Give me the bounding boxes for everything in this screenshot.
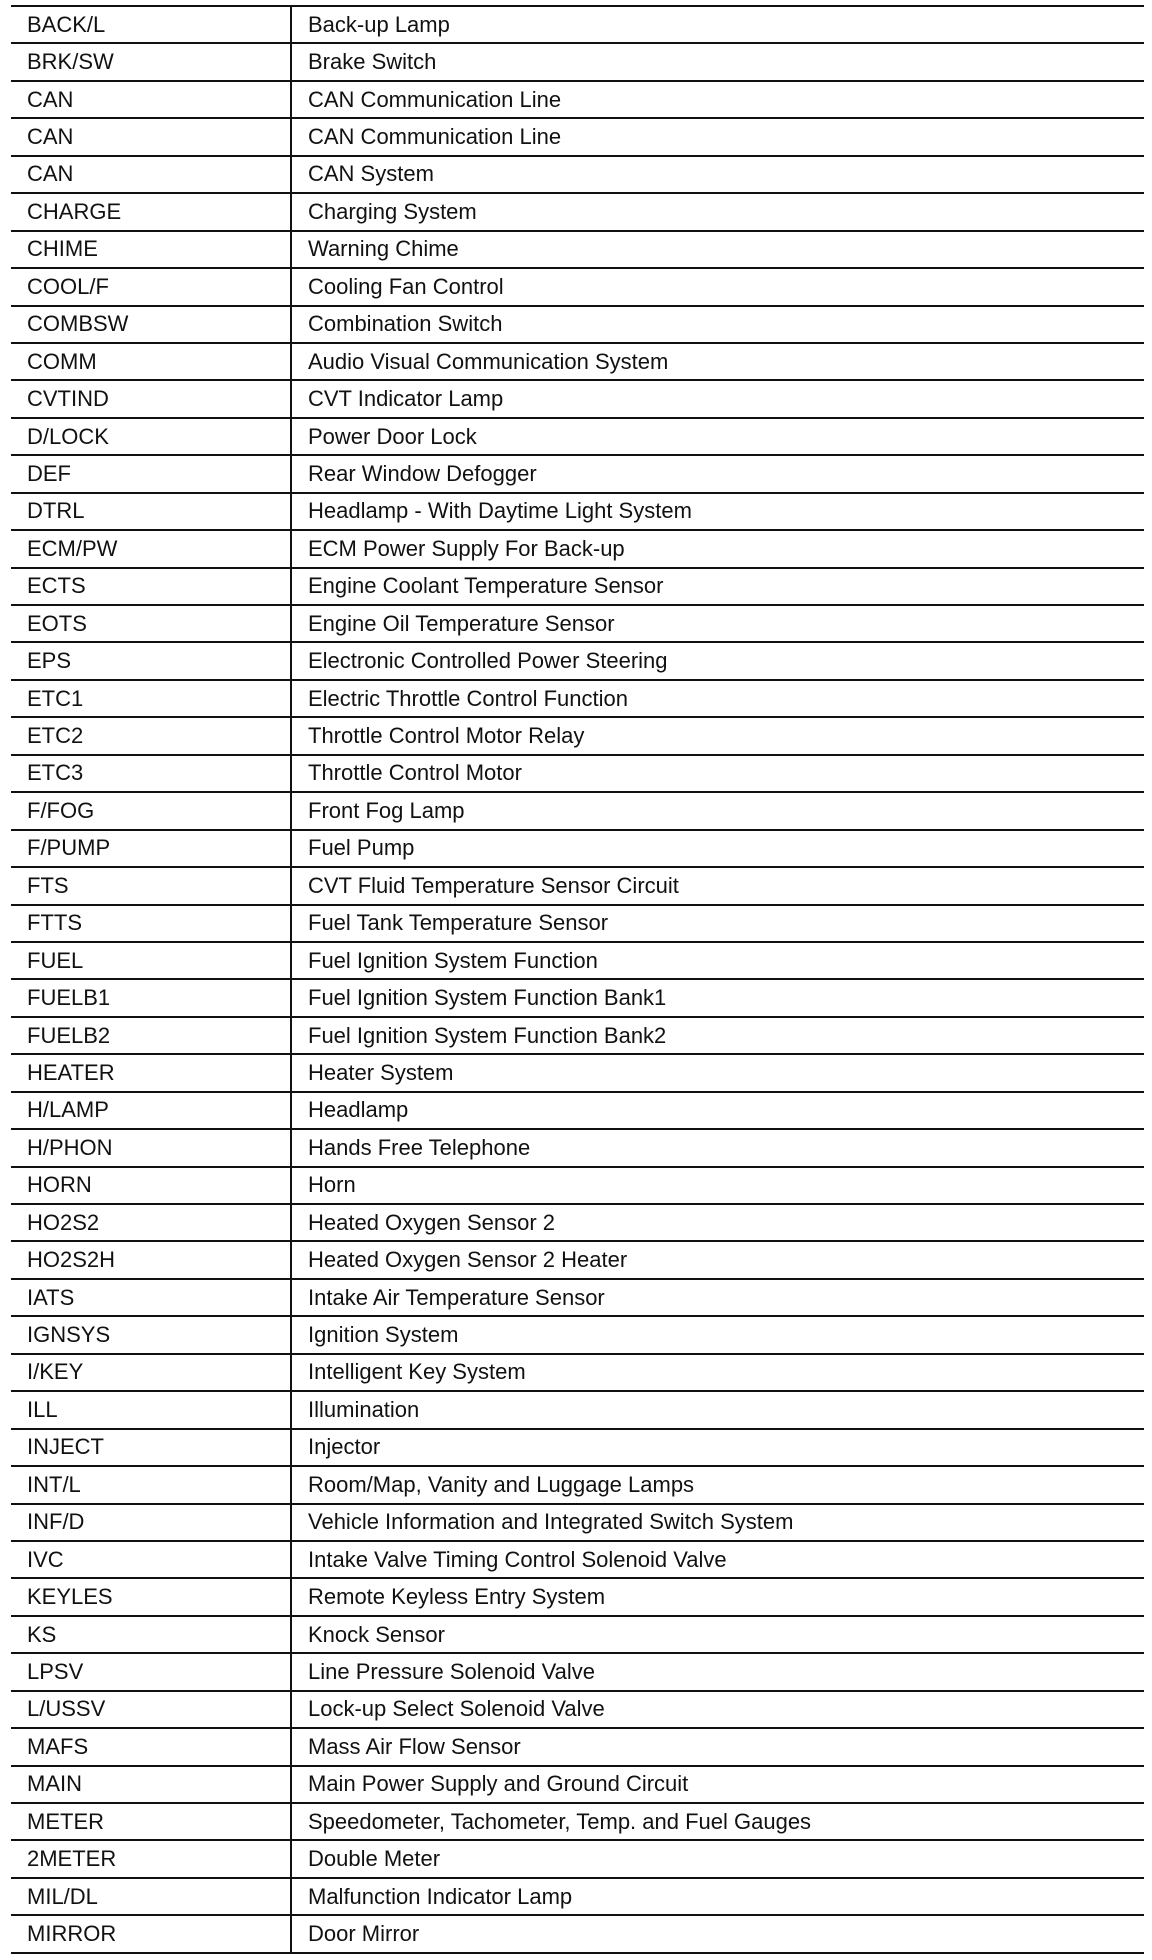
description-cell: Warning Chime	[291, 231, 1144, 268]
table-row	[11, 1017, 1144, 1054]
code-cell: MIRROR	[11, 1915, 291, 1952]
code-cell: COMBSW	[11, 306, 291, 343]
description-cell: CAN Communication Line	[291, 118, 1144, 155]
code-cell: F/FOG	[11, 792, 291, 829]
description-cell: Door Mirror	[291, 1915, 1144, 1952]
table-row	[11, 1653, 1144, 1690]
description-cell: Headlamp - With Daytime Light System	[291, 493, 1144, 530]
table-row	[11, 1466, 1144, 1503]
table-row	[11, 1840, 1144, 1877]
description-cell: Hands Free Telephone	[291, 1129, 1144, 1166]
description-cell: Cooling Fan Control	[291, 268, 1144, 305]
code-cell: CAN	[11, 81, 291, 118]
description-cell: Back-up Lamp	[291, 6, 1144, 43]
code-cell: CVTIND	[11, 380, 291, 417]
code-cell: HEATER	[11, 1054, 291, 1091]
table-row	[11, 792, 1144, 829]
description-cell: Intake Air Temperature Sensor	[291, 1279, 1144, 1316]
code-cell: HORN	[11, 1167, 291, 1204]
table-row	[11, 717, 1144, 754]
table-row	[11, 530, 1144, 567]
description-cell: Fuel Tank Temperature Sensor	[291, 905, 1144, 942]
table-row	[11, 1054, 1144, 1091]
table-row	[11, 193, 1144, 230]
code-cell: 2METER	[11, 1840, 291, 1877]
table-row	[11, 1504, 1144, 1541]
code-cell: I/KEY	[11, 1354, 291, 1391]
code-cell: LPSV	[11, 1653, 291, 1690]
description-cell: Brake Switch	[291, 43, 1144, 80]
code-cell: DTRL	[11, 493, 291, 530]
code-cell: IATS	[11, 1279, 291, 1316]
description-cell: Combination Switch	[291, 306, 1144, 343]
code-cell: FUEL	[11, 942, 291, 979]
table-row	[11, 942, 1144, 979]
table-row	[11, 1803, 1144, 1840]
table-row	[11, 118, 1144, 155]
description-cell: Electric Throttle Control Function	[291, 680, 1144, 717]
description-cell: Illumination	[291, 1391, 1144, 1428]
table-row	[11, 642, 1144, 679]
code-cell: MAFS	[11, 1728, 291, 1765]
description-cell: Mass Air Flow Sensor	[291, 1728, 1144, 1765]
table-row	[11, 1728, 1144, 1765]
code-cell: MIL/DL	[11, 1878, 291, 1915]
code-cell: MAIN	[11, 1766, 291, 1803]
table-row	[11, 43, 1144, 80]
code-cell: H/PHON	[11, 1129, 291, 1166]
code-cell: INJECT	[11, 1429, 291, 1466]
code-cell: CAN	[11, 156, 291, 193]
description-cell: Speedometer, Tachometer, Temp. and Fuel Gauges	[291, 1803, 1144, 1840]
table-row	[11, 1241, 1144, 1278]
description-cell: Charging System	[291, 193, 1144, 230]
description-cell: Ignition System	[291, 1316, 1144, 1353]
code-cell: INT/L	[11, 1466, 291, 1503]
code-cell: FUELB1	[11, 979, 291, 1016]
description-cell: Headlamp	[291, 1092, 1144, 1129]
description-cell: Vehicle Information and Integrated Switch System	[291, 1504, 1144, 1541]
code-cell: METER	[11, 1803, 291, 1840]
code-cell: F/PUMP	[11, 830, 291, 867]
table-row	[11, 1541, 1144, 1578]
table-row	[11, 830, 1144, 867]
description-cell: Electronic Controlled Power Steering	[291, 642, 1144, 679]
table-row	[11, 380, 1144, 417]
code-cell: L/USSV	[11, 1691, 291, 1728]
code-cell: IGNSYS	[11, 1316, 291, 1353]
description-cell: Heated Oxygen Sensor 2	[291, 1204, 1144, 1241]
code-cell: FUELB2	[11, 1017, 291, 1054]
code-cell: HO2S2	[11, 1204, 291, 1241]
description-cell: Fuel Ignition System Function Bank1	[291, 979, 1144, 1016]
code-cell: ECM/PW	[11, 530, 291, 567]
table-row	[11, 1316, 1144, 1353]
code-cell: FTS	[11, 867, 291, 904]
description-cell: Audio Visual Communication System	[291, 343, 1144, 380]
table-row	[11, 680, 1144, 717]
table-row	[11, 343, 1144, 380]
table-row	[11, 1129, 1144, 1166]
code-cell: INF/D	[11, 1504, 291, 1541]
code-cell: BACK/L	[11, 6, 291, 43]
table-row	[11, 1092, 1144, 1129]
table-row	[11, 1915, 1144, 1952]
description-cell: Engine Coolant Temperature Sensor	[291, 568, 1144, 605]
code-cell: CAN	[11, 118, 291, 155]
description-cell: Main Power Supply and Ground Circuit	[291, 1766, 1144, 1803]
table-row	[11, 905, 1144, 942]
description-cell: Line Pressure Solenoid Valve	[291, 1653, 1144, 1690]
table-row	[11, 493, 1144, 530]
code-cell: BRK/SW	[11, 43, 291, 80]
code-cell: ETC3	[11, 755, 291, 792]
code-cell: ILL	[11, 1391, 291, 1428]
description-cell: Intelligent Key System	[291, 1354, 1144, 1391]
description-cell: CVT Indicator Lamp	[291, 380, 1144, 417]
table-row	[11, 1616, 1144, 1653]
description-cell: Malfunction Indicator Lamp	[291, 1878, 1144, 1915]
table-row	[11, 1578, 1144, 1615]
code-cell: KS	[11, 1616, 291, 1653]
table-row	[11, 1691, 1144, 1728]
table-row	[11, 81, 1144, 118]
table-row	[11, 1878, 1144, 1915]
code-cell: IVC	[11, 1541, 291, 1578]
description-cell: Throttle Control Motor	[291, 755, 1144, 792]
table-row	[11, 1167, 1144, 1204]
table-row	[11, 268, 1144, 305]
description-cell: Double Meter	[291, 1840, 1144, 1877]
description-cell: Room/Map, Vanity and Luggage Lamps	[291, 1466, 1144, 1503]
description-cell: Heated Oxygen Sensor 2 Heater	[291, 1241, 1144, 1278]
description-cell: Fuel Ignition System Function Bank2	[291, 1017, 1144, 1054]
table-row	[11, 1766, 1144, 1803]
description-cell: Rear Window Defogger	[291, 455, 1144, 492]
table-row	[11, 418, 1144, 455]
table-row	[11, 979, 1144, 1016]
table-row	[11, 605, 1144, 642]
code-cell: EOTS	[11, 605, 291, 642]
code-cell: DEF	[11, 455, 291, 492]
description-cell: Throttle Control Motor Relay	[291, 717, 1144, 754]
table-row	[11, 156, 1144, 193]
description-cell: Heater System	[291, 1054, 1144, 1091]
code-cell: CHIME	[11, 231, 291, 268]
table-row	[11, 755, 1144, 792]
code-cell: HO2S2H	[11, 1241, 291, 1278]
code-cell: FTTS	[11, 905, 291, 942]
table-row	[11, 1354, 1144, 1391]
table-row	[11, 1279, 1144, 1316]
table-row	[11, 6, 1144, 43]
table-row	[11, 1391, 1144, 1428]
table-row	[11, 455, 1144, 492]
table-row	[11, 1204, 1144, 1241]
code-cell: EPS	[11, 642, 291, 679]
code-cell: H/LAMP	[11, 1092, 291, 1129]
code-cell: KEYLES	[11, 1578, 291, 1615]
abbreviation-table-body	[11, 6, 1144, 1953]
table-row	[11, 867, 1144, 904]
description-cell: Remote Keyless Entry System	[291, 1578, 1144, 1615]
description-cell: Lock-up Select Solenoid Valve	[291, 1691, 1144, 1728]
code-cell: ECTS	[11, 568, 291, 605]
description-cell: Front Fog Lamp	[291, 792, 1144, 829]
code-cell: ETC2	[11, 717, 291, 754]
table-row	[11, 568, 1144, 605]
table-row	[11, 231, 1144, 268]
description-cell: Power Door Lock	[291, 418, 1144, 455]
description-cell: Horn	[291, 1167, 1144, 1204]
description-cell: Engine Oil Temperature Sensor	[291, 605, 1144, 642]
description-cell: Fuel Ignition System Function	[291, 942, 1144, 979]
description-cell: CAN System	[291, 156, 1144, 193]
description-cell: Intake Valve Timing Control Solenoid Valve	[291, 1541, 1144, 1578]
description-cell: CAN Communication Line	[291, 81, 1144, 118]
description-cell: CVT Fluid Temperature Sensor Circuit	[291, 867, 1144, 904]
abbreviation-table	[11, 5, 1144, 1954]
description-cell: ECM Power Supply For Back-up	[291, 530, 1144, 567]
code-cell: COOL/F	[11, 268, 291, 305]
description-cell: Knock Sensor	[291, 1616, 1144, 1653]
code-cell: COMM	[11, 343, 291, 380]
table-row	[11, 306, 1144, 343]
description-cell: Injector	[291, 1429, 1144, 1466]
code-cell: CHARGE	[11, 193, 291, 230]
description-cell: Fuel Pump	[291, 830, 1144, 867]
code-cell: ETC1	[11, 680, 291, 717]
table-row	[11, 1429, 1144, 1466]
code-cell: D/LOCK	[11, 418, 291, 455]
